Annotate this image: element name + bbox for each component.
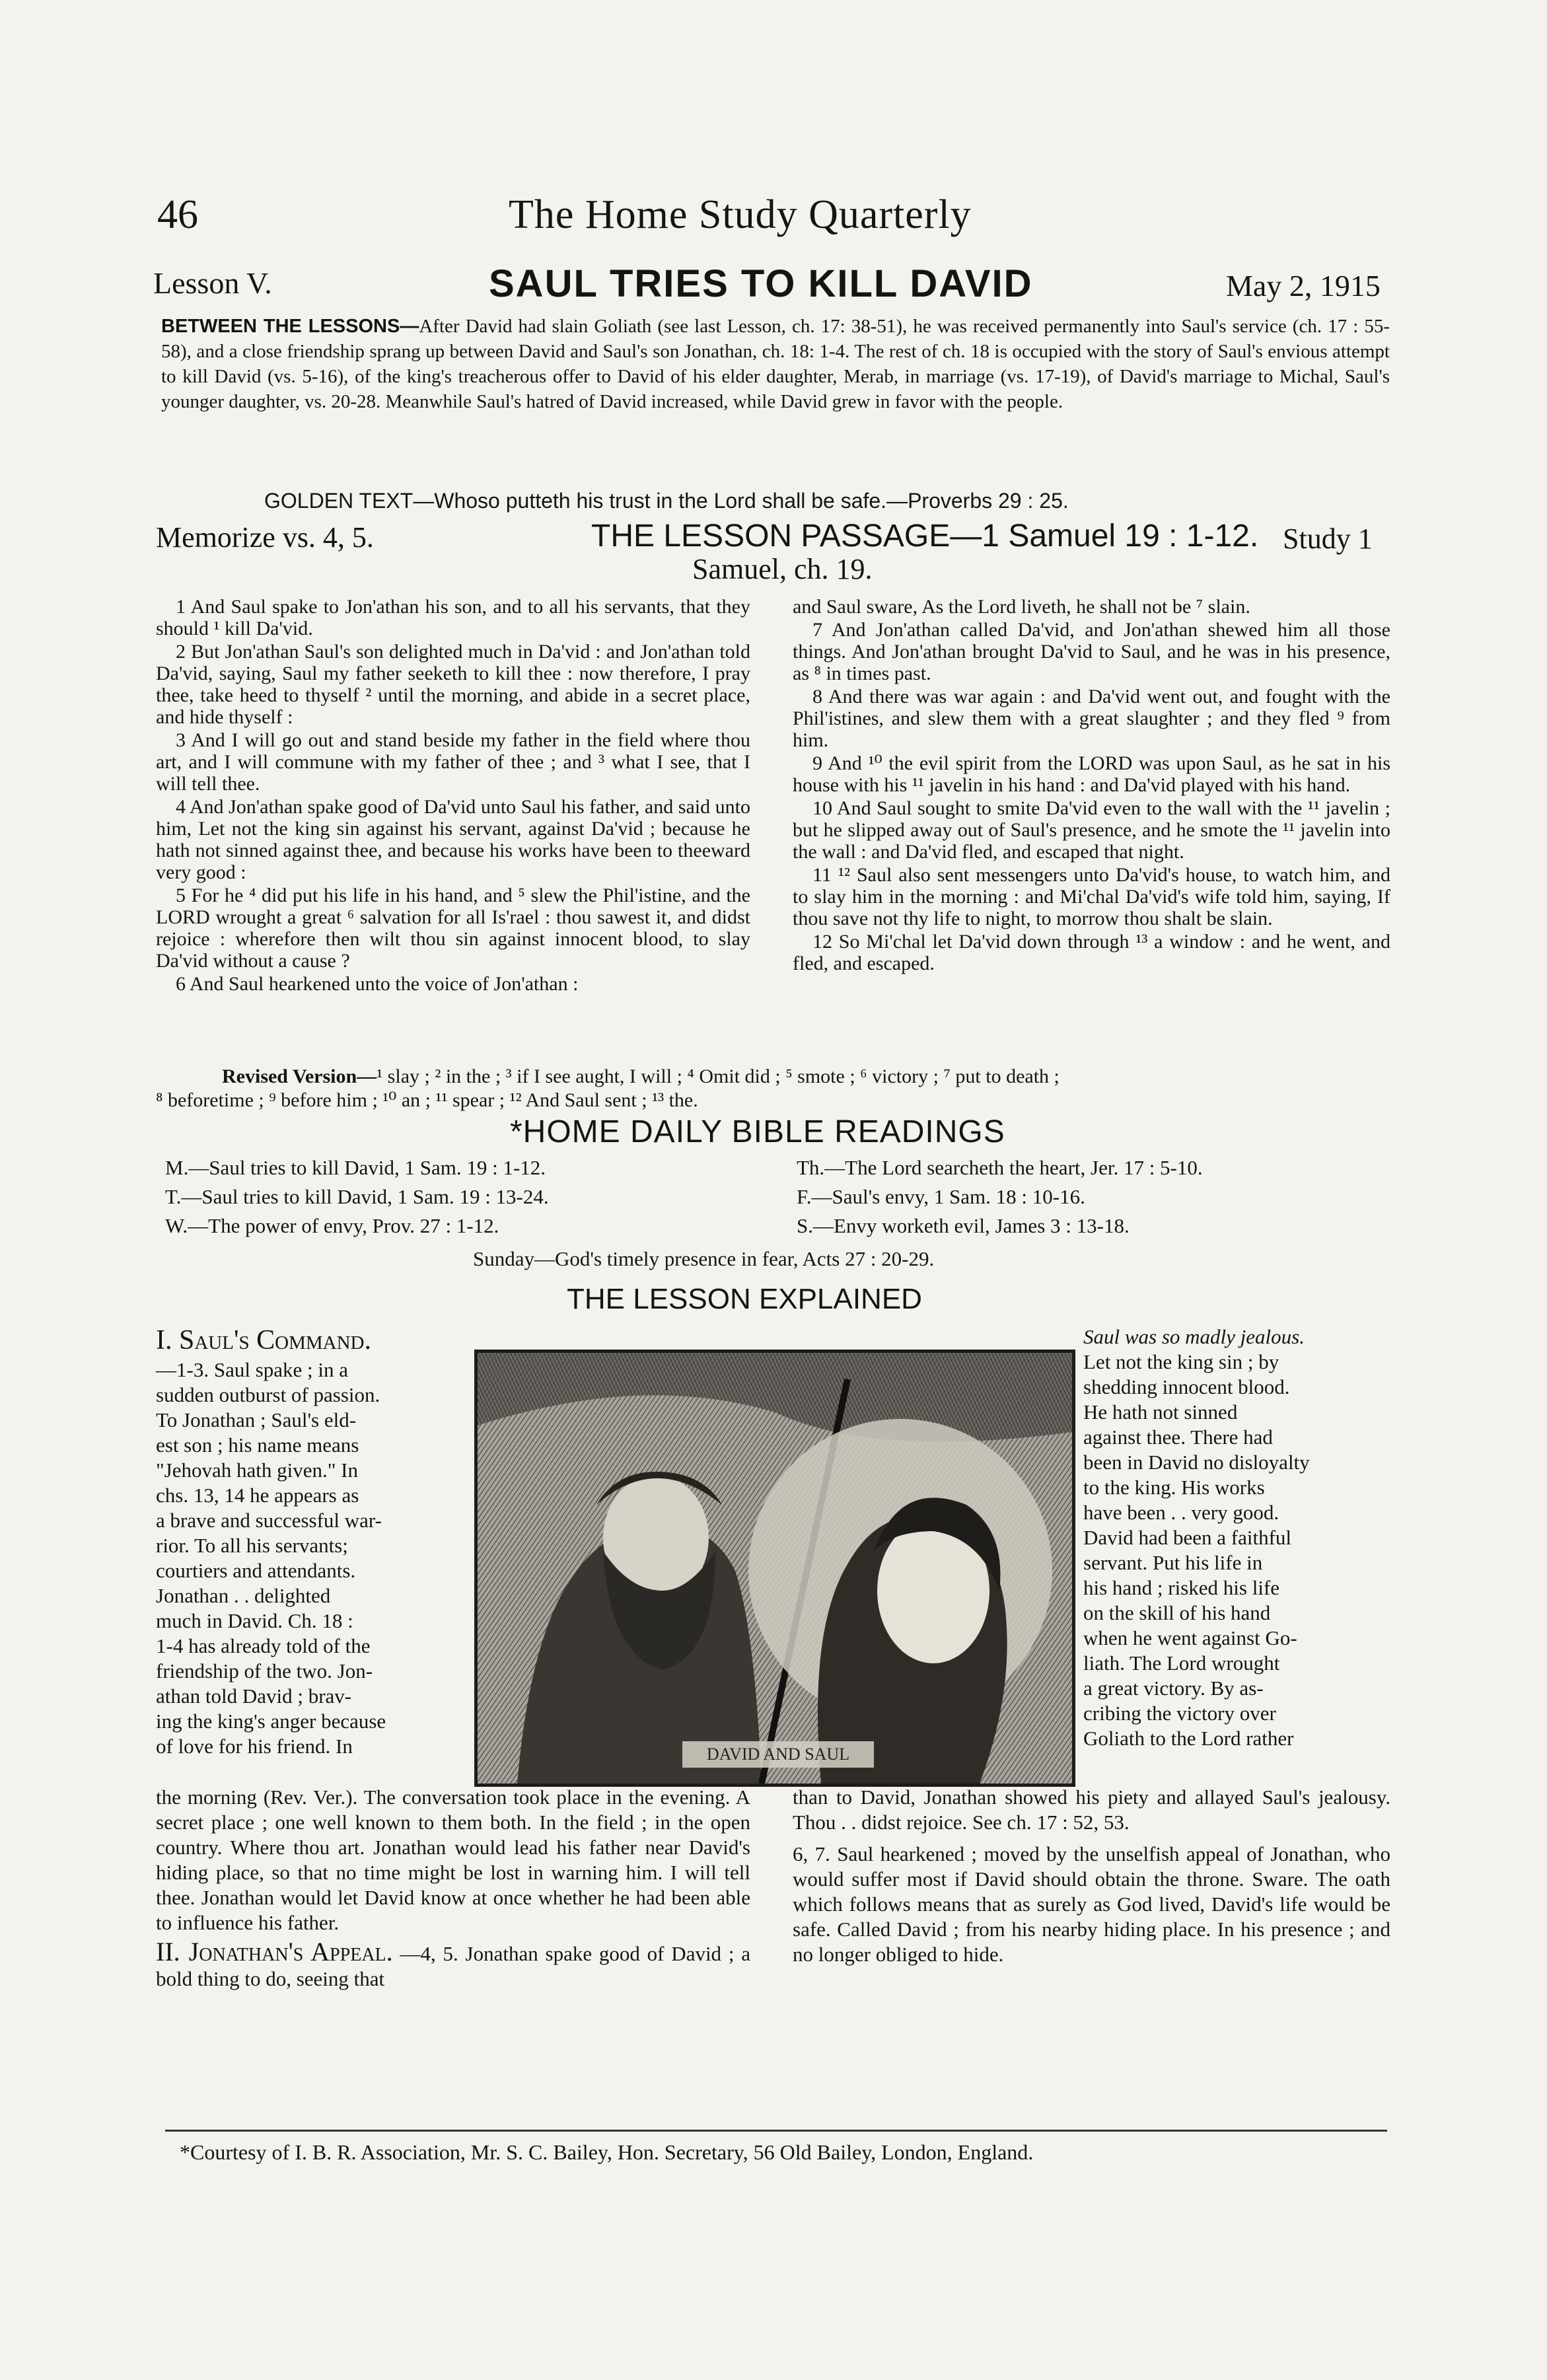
footnote: *Courtesy of I. B. R. Association, Mr. S. C. Bailey, Hon. Secretary, 56 Old Bailey, London, England.	[180, 2140, 1034, 2164]
lesson-date: May 2, 1915	[1226, 269, 1381, 303]
footnote-divider	[165, 2130, 1387, 2132]
verse: 12 So Mi'chal let Da'vid down through ¹³ a window : and he went, and fled, and escaped.	[793, 931, 1390, 974]
verse: 1 And Saul spake to Jon'athan his son, and to all his servants, that they should ¹ kill Da'vid.	[156, 596, 750, 639]
text-line: athan told David ; brav-	[156, 1684, 352, 1708]
lesson-passage-heading: THE LESSON PASSAGE—1 Samuel 19 : 1-12.	[591, 519, 1259, 554]
daily-readings-title: *HOME DAILY BIBLE READINGS	[510, 1114, 1005, 1149]
verse: 4 And Jon'athan spake good of Da'vid unto Saul his father, and said unto him, Let not the king sin against his servant, against Da'vid ; because he hath not sinned against thee, and because his works have been to theeward very good :	[156, 796, 750, 883]
text-line: liath. The Lord wrought	[1083, 1651, 1280, 1675]
passage-left-column	[156, 596, 750, 996]
revised-line2: ⁸ beforetime ; ⁹ before him ; ¹⁰ an ; ¹¹ spear ; ¹² And Saul sent ; ¹³ the.	[156, 1089, 698, 1111]
text-line: Saul was so madly jealous.	[1083, 1325, 1305, 1348]
explained-left-wide	[156, 1785, 750, 1992]
text-line: cribing the victory over	[1083, 1702, 1276, 1725]
text-line: when he went against Go-	[1083, 1626, 1297, 1649]
engraving-image	[478, 1353, 1072, 1784]
explained-paragraph: 6, 7. Saul hearkened ; moved by the unselfish appeal of Jonathan, who would suffer most if David should obtain the throne. Sware. The oath which follows means that as surely as God lived, David's life would be safe. Called David ; from his nearby hiding place. In his presence ; and no longer obliged to hide.	[793, 1842, 1390, 1966]
reading-tuesday: T.—Saul tries to kill David, 1 Sam. 19 : 13-24.	[165, 1185, 549, 1208]
text-line: shedding innocent blood.	[1083, 1375, 1290, 1398]
text-line: Goliath to the Lord rather	[1083, 1727, 1294, 1750]
text-line: against thee. There had	[1083, 1425, 1273, 1449]
verse: 2 But Jon'athan Saul's son delighted much in Da'vid : and Jon'athan told Da'vid, saying, Saul my father seeketh to kill thee : now therefore, I pray thee, take heed to thyself ² until the morning, and abide in a secret place, and hide thyself :	[156, 641, 750, 728]
revised-label: Revised Version—	[222, 1065, 377, 1087]
between-label: BETWEEN THE LESSONS—	[161, 316, 419, 337]
section-two	[156, 1939, 750, 1992]
text-line: a great victory. By as-	[1083, 1677, 1264, 1700]
between-text: After David had slain Goliath (see last Lesson, ch. 17: 38-51), he was received permanently into Saul's service (ch. 17 : 55-58), and a close friendship sprang up between David and Saul's son Jonathan, ch. 18: 1-4. The rest of ch. 18 is occupied with the story of Saul's envious attempt to kill David (vs. 5-16), of the king's treacherous offer to David of his elder daughter, Merab, in marriage (vs. 17-19), of David's marriage to Michal, Saul's younger daughter, vs. 20-28. Meanwhile Saul's hatred of David increased, while David grew in favor with the people.	[161, 316, 1390, 412]
text-line: ing the king's anger because	[156, 1710, 386, 1733]
explained-right-narrow	[1083, 1324, 1394, 1751]
text-line: chs. 13, 14 he appears as	[156, 1484, 359, 1507]
illustration-caption: DAVID AND SAUL	[706, 1745, 850, 1764]
verse: 9 And ¹⁰ the evil spirit from the LORD was upon Saul, as he sat in his house with his ¹¹ javelin in his hand : and Da'vid played with his hand.	[793, 752, 1390, 796]
publication-title: The Home Study Quarterly	[509, 192, 972, 237]
verse: 5 For he ⁴ did put his life in his hand, and ⁵ slew the Phil'istine, and the LORD wrought a great ⁶ salvation for all Is'rael : thou sawest it, and didst rejoice : wherefore then wilt thou sin against innocent blood, to slay Da'vid without a cause ?	[156, 884, 750, 972]
reading-saturday: S.—Envy worketh evil, James 3 : 13-18.	[797, 1214, 1130, 1237]
text-line: rior. To all his servants;	[156, 1534, 348, 1557]
text-line: on the skill of his hand	[1083, 1601, 1271, 1624]
text-line: servant. Put his life in	[1083, 1551, 1263, 1574]
text-line: sudden outburst of passion.	[156, 1383, 380, 1406]
verse: 8 And there was war again : and Da'vid went out, and fought with the Phil'istines, and slew them with a great slaughter ; and they fled ⁹ from him.	[793, 686, 1390, 751]
passage-right-column	[793, 596, 1390, 976]
text-line: his hand ; risked his life	[1083, 1576, 1280, 1599]
page-number: 46	[157, 192, 198, 237]
explained-right-wide	[793, 1785, 1390, 1967]
text-line: "Jehovah hath given." In	[156, 1459, 358, 1482]
verse: 11 ¹² Saul also sent messengers unto Da'vid's house, to watch him, and to slay him in the morning : and Mi'chal Da'vid's wife told him, saying, If thou save not thy life to night, to morrow thou shalt be slain.	[793, 864, 1390, 929]
text-line: have been . . very good.	[1083, 1501, 1279, 1524]
text-line: —1-3. Saul spake ; in a	[156, 1358, 349, 1381]
text-line: Let not the king sin ; by	[1083, 1350, 1279, 1373]
text-line: of love for his friend. In	[156, 1735, 353, 1758]
text-line: a brave and successful war-	[156, 1509, 382, 1532]
text-line: To Jonathan ; Saul's eld-	[156, 1408, 357, 1431]
text-line: David had been a faithful	[1083, 1526, 1292, 1549]
explained-paragraph: the morning (Rev. Ver.). The conversation took place in the evening. A secret place ; one well known to them both. In the field ; in the open country. Where thou art. Jonathan would lead his father near David's hiding place, so that no time might be lost in warning him. I will tell thee. Jonathan would let David know at once whether he had been able to influence his father.	[156, 1785, 750, 1934]
revised-version	[156, 1065, 1398, 1112]
explained-paragraph: —4, 5. Jonathan spake good of David ; a bold thing to do, seeing that	[156, 1942, 751, 1990]
memorize-verses: Memorize vs. 4, 5.	[156, 521, 374, 554]
explained-paragraph: than to David, Jonathan showed his piety and allayed Saul's jealousy. Thou . . didst rejoice. See ch. 17 : 52, 53.	[793, 1785, 1390, 1834]
section-title-jonathan-appeal: II. Jonathan's Appeal.	[156, 1937, 393, 1966]
verse: 3 And I will go out and stand beside my father in the field where thou art, and I will commune with my father of thee ; and ³ what I see, that I will tell thee.	[156, 729, 750, 795]
golden-text: GOLDEN TEXT—Whoso putteth his trust in the Lord shall be safe.—Proverbs 29 : 25.	[264, 489, 1069, 513]
lesson-explained-title: THE LESSON EXPLAINED	[567, 1283, 922, 1315]
verse: and Saul sware, As the Lord liveth, he shall not be ⁷ slain.	[793, 596, 1250, 618]
text-line: much in David. Ch. 18 :	[156, 1609, 353, 1632]
reading-sunday: Sunday—God's timely presence in fear, Acts 27 : 20-29.	[473, 1247, 935, 1270]
reading-monday: M.—Saul tries to kill David, 1 Sam. 19 : 1-12.	[165, 1156, 546, 1179]
text-line: 1-4 has already told of the	[156, 1634, 371, 1657]
text-line: to the king. His works	[1083, 1476, 1265, 1499]
explained-left-narrow	[156, 1357, 466, 1759]
reading-thursday: Th.—The Lord searcheth the heart, Jer. 17 : 5-10.	[797, 1156, 1203, 1179]
text-line: est son ; his name means	[156, 1433, 359, 1457]
text-line: Jonathan . . delighted	[156, 1584, 331, 1607]
study-reference-line2: Samuel, ch. 19.	[692, 553, 873, 585]
verse: 7 And Jon'athan called Da'vid, and Jon'athan shewed him all those things. And Jon'athan brought Da'vid to Saul, and he was in his presence, as ⁸ in times past.	[793, 619, 1390, 684]
revised-line1: ¹ slay ; ² in the ; ³ if I see aught, I will ; ⁴ Omit did ; ⁵ smote ; ⁶ victory ; ⁷ put to death ;	[377, 1065, 1060, 1087]
study-reference-line1: Study 1	[1283, 523, 1373, 555]
verse: 6 And Saul hearkened unto the voice of Jon'athan :	[176, 973, 579, 995]
text-line: He hath not sinned	[1083, 1400, 1238, 1424]
reading-friday: F.—Saul's envy, 1 Sam. 18 : 10-16.	[797, 1185, 1085, 1208]
text-line: courtiers and attendants.	[156, 1559, 356, 1582]
illustration-david-and-saul	[474, 1350, 1075, 1787]
lesson-number: Lesson V.	[153, 266, 272, 300]
between-the-lessons	[161, 314, 1390, 414]
verse: 10 And Saul sought to smite Da'vid even to the wall with the ¹¹ javelin ; but he slipped away out of Saul's presence, and he smote the ¹¹ javelin into the wall : and Da'vid fled, and escaped that night.	[793, 797, 1390, 863]
section-title-saul-command: I. Saul's Command.	[156, 1325, 371, 1355]
reading-wednesday: W.—The power of envy, Prov. 27 : 1-12.	[165, 1214, 499, 1237]
lesson-title: SAUL TRIES TO KILL DAVID	[489, 262, 1033, 305]
text-line: been in David no disloyalty	[1083, 1451, 1310, 1474]
text-line: friendship of the two. Jon-	[156, 1659, 373, 1682]
